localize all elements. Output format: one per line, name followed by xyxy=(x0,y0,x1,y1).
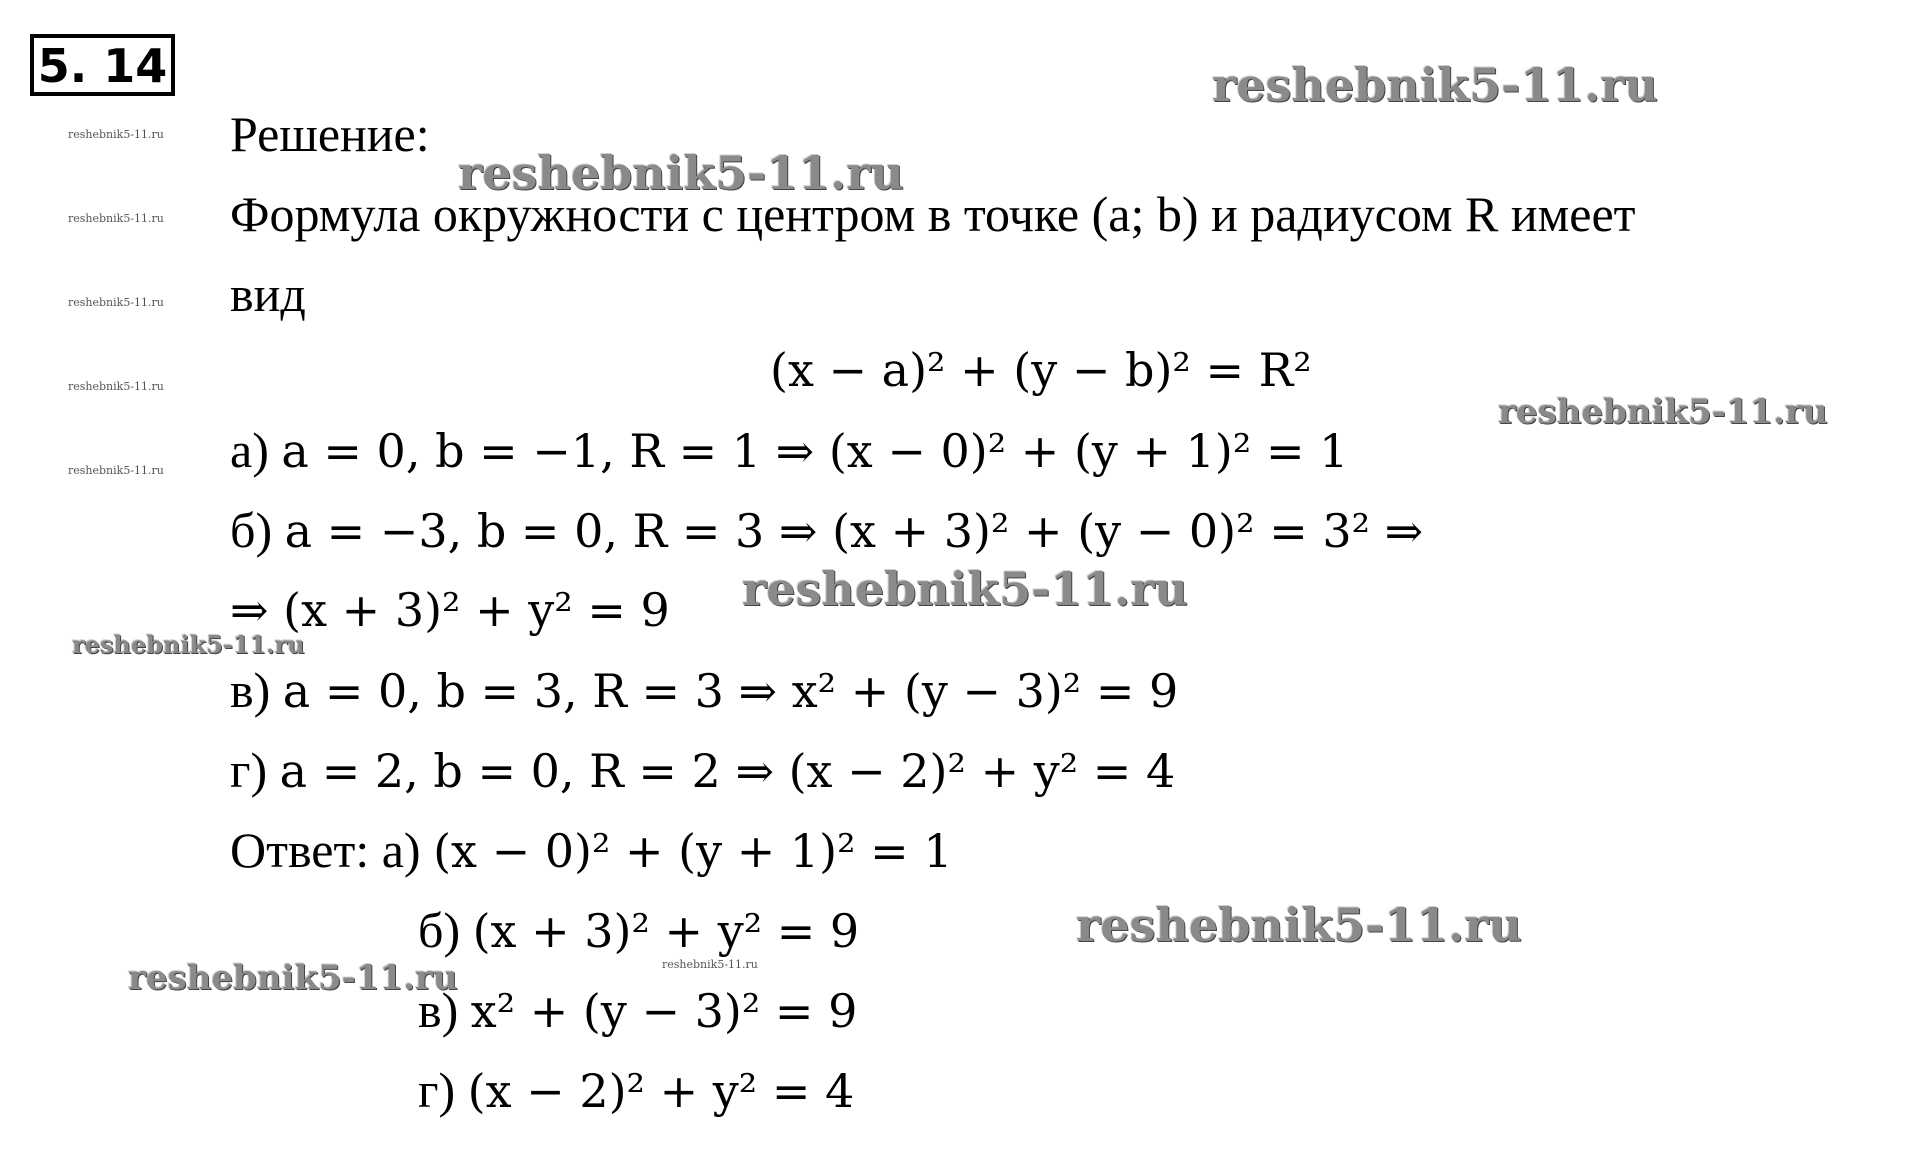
item-v xyxy=(230,660,1178,721)
answer-line-b xyxy=(418,900,859,961)
watermark-right: reshebnik5-11.ru xyxy=(1498,392,1828,432)
problem-number: 5. 14 xyxy=(30,34,175,96)
answer-a-label: а) xyxy=(381,822,421,878)
answer-a-math: (x − 0)² + (y + 1)² = 1 xyxy=(433,824,953,878)
answer-b-math: (x + 3)² + y² = 9 xyxy=(472,904,860,958)
general-formula: (x − a)² + (y − b)² = R² xyxy=(770,343,1312,397)
watermark-tiny-4: reshebnik5-11.ru xyxy=(68,380,164,393)
watermark-answer: reshebnik5-11.ru xyxy=(1076,898,1522,952)
item-b-math-1: a = −3, b = 0, R = 3 ⇒ (x + 3)² + (y − 0)² = 3² ⇒ xyxy=(284,504,1424,558)
watermark-top-right: reshebnik5-11.ru xyxy=(1212,58,1658,112)
answer-v-label: в) xyxy=(418,982,459,1038)
watermark-tiny-2: reshebnik5-11.ru xyxy=(68,212,164,225)
item-v-math: a = 0, b = 3, R = 3 ⇒ x² + (y − 3)² = 9 xyxy=(282,664,1179,718)
watermark-tiny-3: reshebnik5-11.ru xyxy=(68,296,164,309)
answer-g-label: г) xyxy=(418,1062,456,1118)
watermark-middle: reshebnik5-11.ru xyxy=(742,562,1188,616)
intro-line-1: Формула окружности с центром в точке (a; b) и радиусом R имеет xyxy=(230,186,1636,242)
watermark-left: reshebnik5-11.ru xyxy=(72,630,305,659)
intro-line-2: вид xyxy=(230,266,306,322)
item-a xyxy=(230,420,1348,481)
watermark-bottom-left: reshebnik5-11.ru xyxy=(128,958,458,998)
item-v-label: в) xyxy=(230,662,271,718)
answer-label: Ответ: xyxy=(230,822,370,878)
watermark-tiny-1: reshebnik5-11.ru xyxy=(68,128,164,141)
answer-v-math: x² + (y − 3)² = 9 xyxy=(470,984,858,1038)
solution-heading: Решение: xyxy=(230,106,430,162)
item-a-label: а) xyxy=(230,422,269,478)
watermark-tiny-center: reshebnik5-11.ru xyxy=(662,958,758,971)
item-a-math: a = 0, b = −1, R = 1 ⇒ (x − 0)² + (y + 1)² = 1 xyxy=(281,424,1349,478)
watermark-heading: reshebnik5-11.ru xyxy=(458,146,904,200)
answer-line-g xyxy=(418,1060,854,1121)
item-b-line-1 xyxy=(230,500,1423,561)
answer-g-math: (x − 2)² + y² = 4 xyxy=(467,1064,855,1118)
answer-b-label: б) xyxy=(418,902,461,958)
answer-line-a xyxy=(230,820,953,881)
item-b-line-2: ⇒ (x + 3)² + y² = 9 xyxy=(230,583,670,637)
answer-line-v xyxy=(418,980,857,1041)
item-g xyxy=(230,740,1175,801)
item-b-label: б) xyxy=(230,502,273,558)
watermark-tiny-5: reshebnik5-11.ru xyxy=(68,464,164,477)
item-g-math: a = 2, b = 0, R = 2 ⇒ (x − 2)² + y² = 4 xyxy=(279,744,1176,798)
item-g-label: г) xyxy=(230,742,268,798)
